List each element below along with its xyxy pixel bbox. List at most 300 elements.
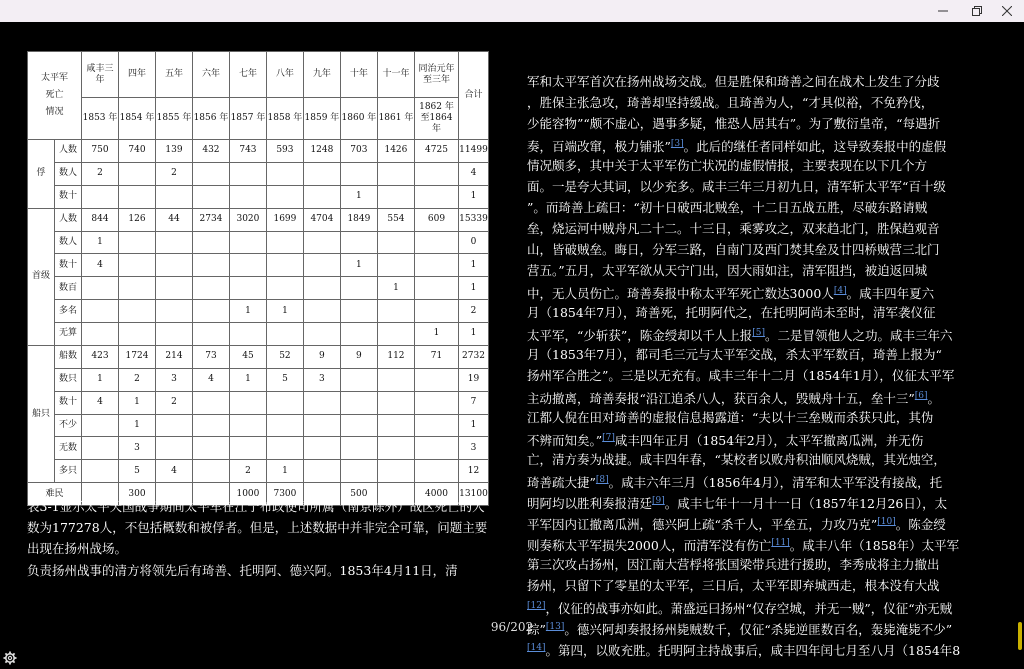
year-ad-header: 1856 年 bbox=[192, 98, 229, 140]
footnote-link[interactable]: [10] bbox=[877, 517, 896, 527]
title-bar bbox=[0, 0, 1024, 22]
text-segment: ，仪征的战事亦如此。萧盛远曰扬州“仅存空城，并无一贼”，仪征“亦无贼 bbox=[545, 601, 953, 617]
table-cell: 1849 bbox=[340, 208, 377, 231]
table-cell: 300 bbox=[119, 483, 156, 506]
table-cell: 1 bbox=[459, 323, 489, 346]
minimize-button[interactable] bbox=[926, 0, 960, 22]
table-row bbox=[28, 300, 489, 323]
table-cell bbox=[119, 323, 156, 346]
text-segment: 。陈金绶 bbox=[895, 517, 946, 533]
text-line bbox=[527, 260, 997, 281]
year-header: 十一年 bbox=[377, 52, 414, 98]
year-header: 合计 bbox=[459, 52, 489, 140]
table-cell: 9 bbox=[340, 345, 377, 368]
table-cell bbox=[303, 323, 340, 346]
table-cell: 1 bbox=[459, 185, 489, 208]
table-cell bbox=[266, 231, 303, 254]
table-cell bbox=[229, 185, 266, 208]
table-cell bbox=[377, 323, 414, 346]
table-cell bbox=[303, 254, 340, 277]
group-label: 首级 bbox=[28, 208, 55, 345]
table-cell bbox=[303, 414, 340, 437]
year-header: 同治元年至三年 bbox=[415, 52, 459, 98]
table-cell bbox=[229, 277, 266, 300]
table-cell bbox=[266, 277, 303, 300]
year-ad-header: 1854 年 bbox=[119, 98, 156, 140]
footnote-link[interactable]: [9] bbox=[652, 496, 665, 506]
table-cell: 7 bbox=[459, 391, 489, 414]
text-segment: 军和太平军首次在扬州战场交战。但是胜保和琦善之间在战术上发生了分歧 bbox=[527, 74, 940, 89]
text-segment: 情况颇多，其中关于太平军伤亡状况的虚假情报，主要表现在以下几个方 bbox=[527, 158, 928, 173]
row-label: 数十 bbox=[55, 185, 82, 208]
footnote-link[interactable]: [11] bbox=[771, 538, 790, 548]
table-cell: 4704 bbox=[303, 208, 340, 231]
table-cell: 7300 bbox=[266, 483, 303, 506]
text-segment: 月（1853年7月），都司毛三元与太平军交战，杀太平军数百，琦善上报为“ bbox=[527, 347, 942, 362]
table-cell bbox=[340, 162, 377, 185]
year-ad-header: 1860 年 bbox=[340, 98, 377, 140]
text-segment: 月（1854年7月），琦善死，托明阿代之，在托明阿尚未至时，清军袭仪征 bbox=[527, 305, 936, 320]
year-ad-header: 1859 年 bbox=[303, 98, 340, 140]
table-cell bbox=[377, 414, 414, 437]
table-cell bbox=[340, 460, 377, 483]
text-segment: 踪” bbox=[527, 622, 546, 638]
table-cell: 1 bbox=[415, 323, 459, 346]
table-cell bbox=[266, 254, 303, 277]
text-segment: 亡，清方奏为战捷。咸丰四年春，“某校者以败舟积油顺风烧贼，其光烛空， bbox=[527, 452, 946, 467]
table-cell: 1 bbox=[377, 277, 414, 300]
text-line bbox=[527, 155, 997, 176]
table-row bbox=[28, 414, 489, 437]
table-cell bbox=[82, 277, 119, 300]
table-cell: 740 bbox=[119, 140, 156, 163]
table-cell: 432 bbox=[192, 140, 229, 163]
table-cell: 1 bbox=[459, 277, 489, 300]
table-cell bbox=[155, 185, 192, 208]
table-cell bbox=[229, 437, 266, 460]
row-label: 船数 bbox=[55, 345, 82, 368]
group-label: 船只 bbox=[28, 345, 55, 482]
table-cell: 2 bbox=[155, 162, 192, 185]
table-cell: 1 bbox=[459, 254, 489, 277]
text-line bbox=[527, 92, 997, 113]
table-cell bbox=[377, 368, 414, 391]
table-cell bbox=[303, 391, 340, 414]
year-header: 七年 bbox=[229, 52, 266, 98]
table-cell bbox=[229, 323, 266, 346]
year-ad-header: 1862 年至1864 年 bbox=[415, 98, 459, 140]
text-segment: 。咸丰八年（1858年）太平军 bbox=[789, 538, 960, 554]
table-image bbox=[27, 51, 489, 506]
table-cell bbox=[266, 437, 303, 460]
text-line bbox=[527, 491, 997, 512]
table-row bbox=[28, 460, 489, 483]
text-segment: 琦善疏大捷” bbox=[527, 475, 596, 491]
table-cell bbox=[119, 185, 156, 208]
text-line bbox=[527, 281, 997, 302]
table-cell: 3 bbox=[459, 437, 489, 460]
restore-button[interactable] bbox=[960, 0, 994, 22]
footnote-link[interactable]: [8] bbox=[595, 475, 609, 485]
table-cell bbox=[415, 460, 459, 483]
table-cell bbox=[155, 254, 192, 277]
table-cell bbox=[340, 437, 377, 460]
footnote-link[interactable]: [14] bbox=[527, 643, 546, 653]
table-cell: 1 bbox=[266, 300, 303, 323]
footnote-link[interactable]: [3] bbox=[670, 139, 684, 149]
table-cell bbox=[266, 391, 303, 414]
table-cell: 3 bbox=[119, 437, 156, 460]
row-label: 人数 bbox=[55, 208, 82, 231]
text-segment: 则奏称太平军损失2000人，而清军没有伤亡 bbox=[527, 538, 772, 554]
table-cell bbox=[415, 254, 459, 277]
table-cell bbox=[415, 277, 459, 300]
year-ad-header: 1858 年 bbox=[266, 98, 303, 140]
table-cell bbox=[192, 323, 229, 346]
text-line bbox=[527, 134, 997, 155]
table-cell bbox=[155, 231, 192, 254]
text-segment: 奏，百端改窜，极力铺张” bbox=[527, 139, 671, 155]
text-segment: 不辨而知矣。” bbox=[527, 433, 603, 449]
row-label: 多只 bbox=[55, 460, 82, 483]
table-cell: 423 bbox=[82, 345, 119, 368]
row-label: 无算 bbox=[55, 323, 82, 346]
table-cell: 844 bbox=[82, 208, 119, 231]
table-cell: 500 bbox=[340, 483, 377, 506]
text-segment: 少能容物”“颇不虚心，遇事多疑，惟恐人居其右”。为了敷衍皇帝，“每遇折 bbox=[527, 116, 941, 131]
table-cell: 1426 bbox=[377, 140, 414, 163]
table-cell bbox=[155, 300, 192, 323]
text-line bbox=[527, 554, 997, 575]
table-row bbox=[28, 208, 489, 231]
year-ad-header: 1853 年 bbox=[82, 98, 119, 140]
table-cell: 743 bbox=[229, 140, 266, 163]
table-cell bbox=[415, 368, 459, 391]
table-cell bbox=[415, 231, 459, 254]
text-segment: 明阿均以胜利奏报清廷 bbox=[527, 496, 653, 512]
table-cell bbox=[340, 277, 377, 300]
table-row bbox=[28, 437, 489, 460]
table-cell bbox=[155, 437, 192, 460]
table-cell: 12 bbox=[459, 460, 489, 483]
table-cell: 2 bbox=[82, 162, 119, 185]
table-row bbox=[28, 185, 489, 208]
table-cell bbox=[377, 437, 414, 460]
text-segment: 扬州军合胜之”。三是以无充有。咸丰三年十二月（1854年1月），仪征太平军 bbox=[527, 368, 955, 383]
text-segment: 。咸丰四年夏六 bbox=[846, 286, 935, 302]
row-label: 无数 bbox=[55, 437, 82, 460]
table-cell: 1 bbox=[229, 368, 266, 391]
table-cell bbox=[155, 323, 192, 346]
text-segment: 。德兴阿却奏报扬州毙贼数千，仅征“杀毙逆匪数百名，轰毙淹毙不少” bbox=[564, 622, 953, 638]
table-cell: 1 bbox=[459, 414, 489, 437]
table-corner-header: 太平军 死亡 情况 bbox=[28, 52, 82, 140]
table-cell: 703 bbox=[340, 140, 377, 163]
table-cell bbox=[119, 162, 156, 185]
table-cell bbox=[82, 437, 119, 460]
table-cell bbox=[340, 231, 377, 254]
close-button[interactable] bbox=[990, 0, 1024, 22]
table-cell bbox=[82, 460, 119, 483]
table-cell bbox=[192, 231, 229, 254]
text-line bbox=[527, 323, 997, 344]
table-cell bbox=[303, 437, 340, 460]
table-cell: 139 bbox=[155, 140, 192, 163]
text-segment: 。咸丰六年三月（1856年4月），清军和太平军没有接战，托 bbox=[608, 475, 943, 491]
table-cell bbox=[340, 414, 377, 437]
row-label: 数百 bbox=[55, 277, 82, 300]
table-cell: 3020 bbox=[229, 208, 266, 231]
gear-icon[interactable] bbox=[3, 650, 17, 664]
page-indicator: 96/202 bbox=[490, 620, 534, 634]
table-row bbox=[28, 345, 489, 368]
table-cell: 2 bbox=[229, 460, 266, 483]
year-header: 六年 bbox=[192, 52, 229, 98]
table-cell: 4725 bbox=[415, 140, 459, 163]
table-cell bbox=[229, 414, 266, 437]
table-cell bbox=[415, 437, 459, 460]
table-cell bbox=[377, 185, 414, 208]
year-header: 四年 bbox=[119, 52, 156, 98]
table-cell: 52 bbox=[266, 345, 303, 368]
row-label: 数十 bbox=[55, 254, 82, 277]
table-cell: 4 bbox=[192, 368, 229, 391]
table-cell bbox=[192, 460, 229, 483]
table-cell: 1 bbox=[266, 460, 303, 483]
footnote-link[interactable]: [6] bbox=[914, 391, 928, 401]
right-column-text bbox=[527, 71, 997, 659]
table-cell bbox=[340, 368, 377, 391]
text-segment: 。 bbox=[927, 391, 941, 407]
table-cell bbox=[377, 391, 414, 414]
text-line bbox=[527, 470, 997, 491]
table-cell: 4 bbox=[155, 460, 192, 483]
text-line bbox=[527, 218, 997, 239]
table-cell: 71 bbox=[415, 345, 459, 368]
text-segment: ”。而琦善上疏曰：“初十日破西北贼垒，十二日五战五胜，尽破东路请贼 bbox=[527, 200, 928, 215]
table-cell bbox=[155, 277, 192, 300]
table-cell: 2734 bbox=[192, 208, 229, 231]
text-segment: 主动撤离，琦善奏报“沿江追杀八人，获百余人，毁贼舟十五，垒十三” bbox=[527, 391, 915, 407]
table-cell bbox=[415, 185, 459, 208]
table-row bbox=[28, 391, 489, 414]
table-cell: 1 bbox=[340, 185, 377, 208]
table-cell bbox=[229, 162, 266, 185]
year-header: 五年 bbox=[155, 52, 192, 98]
text-segment: 中，无人员伤亡。琦善奏报中称太平军死亡数达3000人 bbox=[527, 286, 834, 302]
text-line bbox=[527, 596, 997, 617]
year-header: 八年 bbox=[266, 52, 303, 98]
table-cell bbox=[377, 300, 414, 323]
table-cell bbox=[192, 414, 229, 437]
text-segment: 。第四，以败充胜。托明阿主持战事后，咸丰四年闰七月至八月（1854年8 bbox=[545, 643, 961, 659]
year-header: 十年 bbox=[340, 52, 377, 98]
minimize-icon bbox=[938, 6, 948, 16]
footnote-link[interactable]: [4] bbox=[833, 286, 847, 296]
table-cell: 4 bbox=[82, 391, 119, 414]
table-cell: 1 bbox=[340, 254, 377, 277]
row-label: 数十 bbox=[55, 391, 82, 414]
table-cell: 73 bbox=[192, 345, 229, 368]
text-line bbox=[527, 638, 997, 659]
table-cell: 1248 bbox=[303, 140, 340, 163]
table-cell: 19 bbox=[459, 368, 489, 391]
table-cell: 45 bbox=[229, 345, 266, 368]
table-cell bbox=[82, 300, 119, 323]
footnote-link[interactable]: [12] bbox=[527, 601, 546, 611]
table-cell: 214 bbox=[155, 345, 192, 368]
table-cell: 4000 bbox=[415, 483, 459, 506]
reader-page bbox=[0, 22, 1024, 659]
table-cell bbox=[415, 162, 459, 185]
row-label: 多名 bbox=[55, 300, 82, 323]
table-cell bbox=[192, 277, 229, 300]
table-row bbox=[28, 277, 489, 300]
year-header: 咸丰三年 bbox=[82, 52, 119, 98]
table-cell bbox=[119, 277, 156, 300]
table-cell bbox=[303, 460, 340, 483]
text-line bbox=[527, 302, 997, 323]
text-segment: 。咸丰七年十一月十一日（1857年12月26日），太 bbox=[664, 496, 948, 512]
table-row bbox=[28, 140, 489, 163]
table-cell bbox=[119, 300, 156, 323]
table-cell bbox=[266, 162, 303, 185]
table-cell bbox=[82, 185, 119, 208]
text-line bbox=[527, 197, 997, 218]
table-cell: 1724 bbox=[119, 345, 156, 368]
table-cell bbox=[340, 300, 377, 323]
table-cell: 3 bbox=[303, 368, 340, 391]
table-row bbox=[28, 254, 489, 277]
table-cell bbox=[192, 254, 229, 277]
table-cell: 3 bbox=[155, 368, 192, 391]
table-cell bbox=[192, 391, 229, 414]
footnote-link[interactable]: [13] bbox=[545, 622, 565, 632]
table-row bbox=[28, 162, 489, 185]
table-cell bbox=[415, 414, 459, 437]
text-segment: 第三次攻占扬州，因江南大营桴将张国梁带兵进行援助，李秀成将主力撤出 bbox=[527, 557, 940, 572]
table-cell: 11499 bbox=[459, 140, 489, 163]
row-label: 数人 bbox=[55, 162, 82, 185]
footnote-link[interactable]: [7] bbox=[602, 433, 615, 443]
scrollbar-thumb[interactable] bbox=[1018, 622, 1022, 650]
table-cell: 1 bbox=[119, 391, 156, 414]
table-cell bbox=[155, 414, 192, 437]
table-cell bbox=[192, 300, 229, 323]
table-cell: 13100 bbox=[459, 483, 489, 506]
year-ad-header: 1855 年 bbox=[155, 98, 192, 140]
restore-icon bbox=[972, 6, 982, 16]
table-row bbox=[28, 323, 489, 346]
table-cell: 2 bbox=[459, 300, 489, 323]
table-cell: 112 bbox=[377, 345, 414, 368]
table-cell: 593 bbox=[266, 140, 303, 163]
text-line bbox=[527, 428, 997, 449]
table-cell bbox=[119, 231, 156, 254]
group-label: 俘 bbox=[28, 140, 55, 209]
casualty-table bbox=[27, 51, 489, 506]
text-line bbox=[527, 239, 997, 260]
table-cell: 44 bbox=[155, 208, 192, 231]
text-line bbox=[527, 512, 997, 533]
left-paragraph-2: 负责扬州战事的清方将领先后有琦善、托明阿、德兴阿。1853年4月11日，清 bbox=[27, 563, 458, 578]
row-label: 不少 bbox=[55, 414, 82, 437]
text-line bbox=[527, 113, 997, 134]
text-segment: 面。一是夸大其词，以少充多。咸丰三年三月初九日，清军斩太平军“百十级 bbox=[527, 179, 946, 194]
year-ad-header: 1857 年 bbox=[229, 98, 266, 140]
table-cell bbox=[229, 254, 266, 277]
table-cell bbox=[303, 277, 340, 300]
table-cell bbox=[303, 231, 340, 254]
table-cell bbox=[415, 391, 459, 414]
row-label: 数只 bbox=[55, 368, 82, 391]
table-cell: 2 bbox=[119, 368, 156, 391]
table-cell bbox=[82, 414, 119, 437]
table-cell bbox=[340, 323, 377, 346]
year-header: 九年 bbox=[303, 52, 340, 98]
table-cell: 750 bbox=[82, 140, 119, 163]
table-cell: 9 bbox=[303, 345, 340, 368]
year-ad-header: 1861 年 bbox=[377, 98, 414, 140]
text-line bbox=[527, 575, 997, 596]
table-cell: 126 bbox=[119, 208, 156, 231]
table-cell: 5 bbox=[266, 368, 303, 391]
table-cell: 5 bbox=[119, 460, 156, 483]
left-paragraph-1: 表3-1显示太平天国战争期间太平军在江宁布政使司所属（南京除外）战区死亡的人数为177278人，不包括概数和被俘者。但是，上述数据中并非完全可靠，问题主要出现在扬州战场。 bbox=[27, 499, 488, 556]
footnote-link[interactable]: [5] bbox=[752, 328, 766, 338]
table-cell bbox=[303, 162, 340, 185]
table-cell bbox=[192, 162, 229, 185]
table-row bbox=[28, 231, 489, 254]
text-segment: 。二是冒领他人之功。咸丰三年六 bbox=[765, 328, 953, 344]
table-cell: 1 bbox=[119, 414, 156, 437]
text-segment: 咸丰四年正月（1854年2月），太平军撤离瓜洲，并无伤 bbox=[614, 433, 924, 449]
text-line bbox=[527, 449, 997, 470]
text-segment: 。此后的继任者同样如此，这导致奏报中的虚假 bbox=[683, 139, 947, 155]
text-line bbox=[527, 365, 997, 386]
text-segment: 营五。”五月，太平军欲从天宁门出，因大雨如注，清军阻挡，被迫返回城 bbox=[527, 263, 928, 278]
close-icon bbox=[1002, 6, 1012, 16]
table-cell: 1699 bbox=[266, 208, 303, 231]
text-segment: 平军因内讧撤离瓜洲，德兴阿上疏“杀千人，平垒五，力攻乃克” bbox=[527, 517, 878, 533]
table-cell: 15339 bbox=[459, 208, 489, 231]
table-cell bbox=[377, 162, 414, 185]
text-line bbox=[527, 407, 997, 428]
table-cell: 554 bbox=[377, 208, 414, 231]
table-cell: 4 bbox=[459, 162, 489, 185]
text-segment: 江都人倪在田对琦善的虚报信息揭露道：“夫以十三垒贼而杀获只此，其伪 bbox=[527, 410, 934, 425]
row-label: 难民 bbox=[28, 483, 82, 506]
table-cell bbox=[119, 254, 156, 277]
table-cell bbox=[377, 231, 414, 254]
text-line bbox=[527, 533, 997, 554]
table-cell: 4 bbox=[82, 254, 119, 277]
table-cell: 1000 bbox=[229, 483, 266, 506]
text-line bbox=[527, 71, 997, 92]
table-cell: 2732 bbox=[459, 345, 489, 368]
table-cell: 1 bbox=[229, 300, 266, 323]
row-label: 数人 bbox=[55, 231, 82, 254]
table-cell bbox=[377, 254, 414, 277]
table-cell bbox=[266, 185, 303, 208]
table-cell bbox=[303, 300, 340, 323]
text-segment: 垒，烧运河中贼舟凡二十二。十三日，乘雾攻之，双来趋北门，胜保趋观音 bbox=[527, 221, 940, 236]
text-line bbox=[527, 344, 997, 365]
table-cell bbox=[303, 185, 340, 208]
text-segment: ，胜保主张急攻，琦善却坚持缓战。且琦善为人，“才具似裕，不免矜伐， bbox=[527, 95, 934, 110]
table-cell: 0 bbox=[459, 231, 489, 254]
table-cell: 609 bbox=[415, 208, 459, 231]
